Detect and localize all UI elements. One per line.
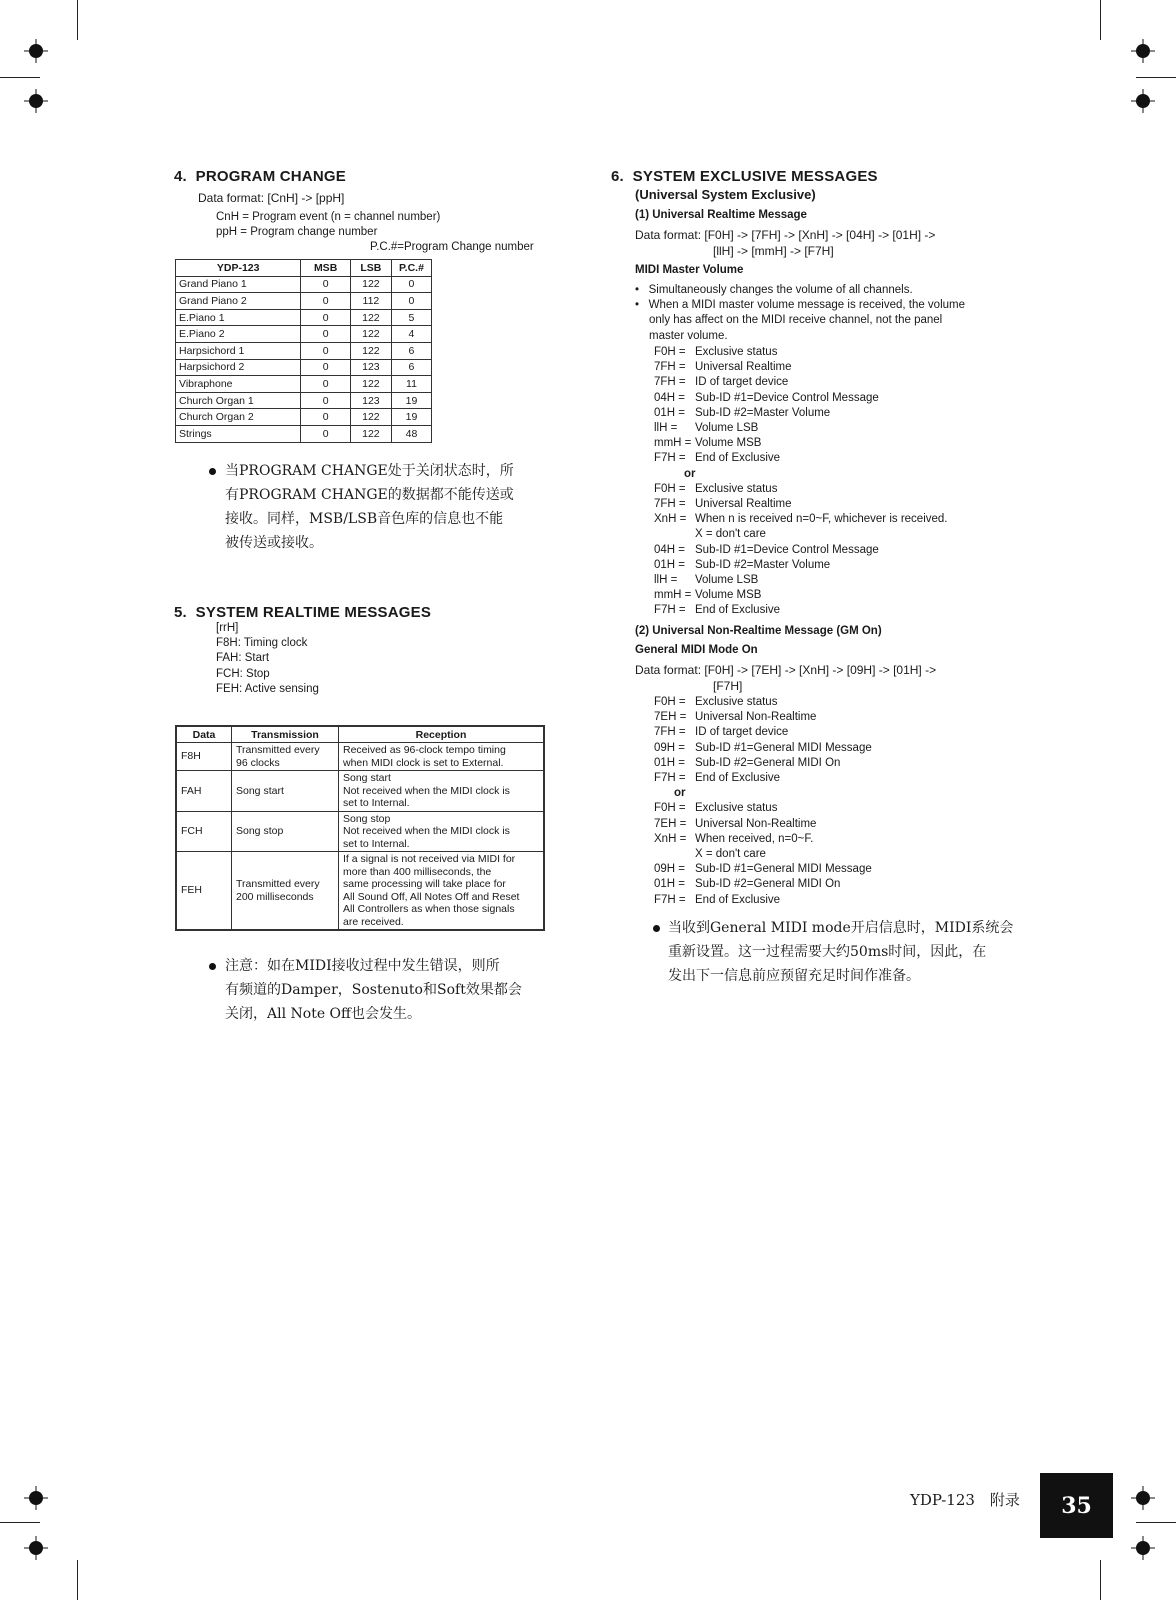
program-change-table	[175, 259, 432, 443]
column-header: LSB	[350, 260, 391, 277]
desc: X = don't care	[695, 528, 766, 541]
msb-value: 0	[301, 409, 351, 426]
non-realtime-message-title: (2) Universal Non-Realtime Message (GM On)	[635, 625, 882, 637]
code: 01H =	[654, 558, 686, 571]
list-item	[654, 573, 947, 588]
table-row	[176, 326, 432, 343]
gm-mode-note	[668, 916, 1013, 988]
crop-mark	[0, 1522, 40, 1523]
note-line: 发出下一信息前应预留充足时间作准备。	[668, 968, 920, 984]
voice-name: Grand Piano 2	[176, 293, 301, 310]
note-line: 注意：如在MIDI接收过程中发生错误，则所	[225, 958, 500, 974]
code: F0H =	[654, 802, 686, 815]
lsb-value: 122	[350, 326, 391, 343]
code: 09H =	[654, 863, 686, 876]
crop-mark	[1100, 1560, 1101, 1600]
lsb-value: 122	[350, 409, 391, 426]
code: 01H =	[654, 878, 686, 891]
list-item	[654, 832, 872, 847]
voice-name: Vibraphone	[176, 376, 301, 393]
code: 7FH =	[654, 498, 686, 511]
cell-line: set to Internal.	[343, 797, 410, 809]
list-item	[654, 391, 947, 406]
list-item	[654, 741, 872, 756]
desc: Volume LSB	[695, 574, 759, 587]
pc-value: 0	[391, 276, 431, 293]
code: F7H =	[654, 604, 686, 617]
list-item	[654, 482, 947, 497]
table-row	[176, 811, 544, 852]
list-item	[654, 877, 872, 892]
lsb-value: 112	[350, 293, 391, 310]
cell-line: set to Internal.	[343, 837, 410, 850]
gm-mode-title: General MIDI Mode On	[635, 644, 758, 656]
reception-cell	[339, 743, 545, 771]
code: 7FH =	[654, 376, 686, 389]
list-item	[654, 360, 947, 375]
desc: ID of target device	[695, 726, 789, 739]
msb-value: 0	[301, 359, 351, 376]
list-item	[654, 451, 947, 466]
desc: Exclusive status	[695, 802, 778, 815]
lsb-value: 122	[350, 309, 391, 326]
bullet-icon	[653, 925, 660, 932]
desc: Sub-ID #1=General MIDI Message	[695, 863, 872, 876]
cell-line: Not received when the MIDI clock is	[343, 784, 510, 797]
list-item	[654, 893, 872, 908]
section-title: PROGRAM CHANGE	[195, 168, 346, 185]
desc: Universal Non-Realtime	[695, 711, 817, 724]
cell-line: Song stop	[236, 825, 284, 837]
msb-value: 0	[301, 309, 351, 326]
section-title: SYSTEM EXCLUSIVE MESSAGES	[632, 168, 878, 185]
list-item-text: master volume.	[649, 329, 728, 342]
code: F0H =	[654, 482, 686, 495]
list-item	[654, 375, 947, 390]
list-item: FAH: Start	[216, 652, 270, 665]
cell-line: 200 milliseconds	[236, 890, 314, 903]
code: F7H =	[654, 893, 686, 906]
cell-line: Song stop	[343, 812, 391, 825]
pc-value: 0	[391, 293, 431, 310]
desc: Volume MSB	[695, 437, 762, 450]
table-header-row	[176, 726, 544, 743]
desc: Exclusive status	[695, 696, 778, 708]
note-line: 有PROGRAM CHANGE的数据都不能传送或	[225, 487, 514, 503]
table-row	[176, 392, 432, 409]
code: llH =	[654, 574, 678, 587]
cell-line: Song start	[343, 772, 391, 784]
reception-cell	[339, 771, 545, 812]
pc-value: 48	[391, 425, 431, 442]
table-row	[176, 342, 432, 359]
list-item-text: only has affect on the MIDI receive channel, not the panel	[649, 314, 943, 327]
transmission-cell	[232, 771, 339, 812]
msb-value: 0	[301, 425, 351, 442]
code: 01H =	[654, 756, 686, 769]
desc: Universal Non-Realtime	[695, 817, 817, 830]
list-item: FEH: Active sensing	[216, 682, 319, 695]
list-item	[654, 345, 947, 360]
table-row	[176, 409, 432, 426]
list-item-text: When a MIDI master volume message is received, the volume	[648, 299, 965, 312]
msb-value: 0	[301, 276, 351, 293]
voice-name: Grand Piano 1	[176, 276, 301, 293]
list-item	[654, 710, 872, 725]
footer-label: YDP-123 附录	[910, 1491, 1020, 1509]
data-format-cont: [F7H]	[713, 679, 743, 693]
table-row	[176, 376, 432, 393]
pc-value: 6	[391, 359, 431, 376]
desc: ID of target device	[695, 376, 789, 389]
section-title: SYSTEM REALTIME MESSAGES	[195, 604, 432, 621]
code: 01H =	[654, 406, 686, 419]
realtime-message-title: (1) Universal Realtime Message	[635, 209, 807, 221]
note-line: 当收到General MIDI mode开启信息时，MIDI系统会	[668, 920, 1014, 936]
master-volume-bullets	[635, 283, 965, 344]
desc: When received, n=0~F.	[695, 832, 814, 845]
list-item	[654, 695, 872, 710]
reception-cell	[339, 811, 545, 852]
pc-value: 4	[391, 326, 431, 343]
lsb-value: 123	[350, 359, 391, 376]
column-header: YDP-123	[176, 260, 301, 277]
cell-line: All Sound Off, All Notes Off and Reset	[343, 890, 520, 903]
cell-line: same processing will take place for	[343, 878, 506, 890]
column-header: Reception	[339, 726, 545, 743]
table-row	[176, 359, 432, 376]
registration-mark-icon	[24, 39, 48, 63]
crop-mark	[77, 1560, 78, 1600]
list-item: F8H: Timing clock	[216, 637, 308, 650]
registration-mark-icon	[1131, 39, 1155, 63]
msb-value: 0	[301, 326, 351, 343]
desc: Sub-ID #1=General MIDI Message	[695, 741, 872, 754]
lsb-value: 122	[350, 342, 391, 359]
pc-value: 11	[391, 376, 431, 393]
code: llH =	[654, 422, 678, 435]
voice-name: E.Piano 2	[176, 326, 301, 343]
voice-name: Harpsichord 2	[176, 359, 301, 376]
desc: Volume LSB	[695, 422, 759, 435]
list-item	[654, 817, 872, 832]
code: F7H =	[654, 772, 686, 785]
lsb-value: 122	[350, 376, 391, 393]
data-cell: FAH	[176, 771, 232, 812]
column-header: P.C.#	[391, 260, 431, 277]
lsb-value: 122	[350, 276, 391, 293]
definition-line: ppH = Program change number	[216, 226, 378, 238]
definition-line: CnH = Program event (n = channel number)	[216, 211, 441, 223]
list-item	[654, 862, 872, 877]
note-line: 有频道的Damper，Sostenuto和Soft效果都会	[225, 982, 522, 998]
desc: End of Exclusive	[695, 893, 781, 906]
master-volume-title: MIDI Master Volume	[635, 264, 744, 276]
list-item	[654, 527, 947, 542]
data-format-cont: [llH] -> [mmH] -> [F7H]	[713, 244, 834, 258]
or-separator: or	[674, 787, 686, 800]
code: 7FH =	[654, 726, 686, 739]
desc: Sub-ID #2=General MIDI On	[695, 756, 841, 769]
msb-value: 0	[301, 376, 351, 393]
table-row	[176, 276, 432, 293]
voice-name: Church Organ 1	[176, 392, 301, 409]
cell-line: Transmitted every	[236, 878, 320, 890]
column-header: Data	[176, 726, 232, 743]
list-item: • Simultaneously changes the volume of all channels.	[635, 284, 913, 296]
desc: Exclusive status	[695, 482, 778, 495]
registration-mark-icon	[1131, 89, 1155, 113]
code: 7EH =	[654, 817, 687, 830]
desc: Sub-ID #1=Device Control Message	[695, 391, 879, 404]
note-line: 当PROGRAM CHANGE处于关闭状态时，所	[225, 463, 514, 479]
reception-cell	[339, 852, 545, 931]
list-item	[654, 497, 947, 512]
lsb-value: 122	[350, 425, 391, 442]
column-header: MSB	[301, 260, 351, 277]
table-header-row	[176, 260, 432, 277]
note-line: 关闭，All Note Off也会发生。	[225, 1006, 421, 1022]
code: 7FH =	[654, 361, 686, 374]
transmission-cell	[232, 811, 339, 852]
cell-line: Not received when the MIDI clock is	[343, 825, 510, 837]
msb-value: 0	[301, 293, 351, 310]
voice-name: Harpsichord 1	[176, 342, 301, 359]
column-header: Transmission	[232, 726, 339, 743]
list-item	[654, 847, 872, 862]
table-row	[176, 309, 432, 326]
section-number: 5.	[174, 604, 187, 621]
data-format: Data format: [F0H] -> [7FH] -> [XnH] -> [04H] -> [01H] ->	[635, 228, 936, 242]
table-row	[176, 743, 544, 771]
code: F0H =	[654, 696, 686, 708]
code: F0H =	[654, 346, 686, 358]
pc-value: 19	[391, 409, 431, 426]
section-subtitle: (Universal System Exclusive)	[635, 187, 816, 202]
crop-mark	[77, 0, 78, 40]
cell-line: more than 400 milliseconds, the	[343, 865, 492, 878]
crop-mark	[0, 77, 40, 78]
pc-note: P.C.#=Program Change number	[370, 241, 534, 253]
section-6-heading	[611, 168, 878, 185]
desc: Sub-ID #2=General MIDI On	[695, 878, 841, 891]
program-change-note	[225, 459, 514, 555]
list-item: FCH: Stop	[216, 667, 270, 680]
desc: Volume MSB	[695, 589, 762, 602]
cell-line: All Controllers as when those signals	[343, 903, 515, 915]
bullet-icon	[209, 963, 216, 970]
code: 09H =	[654, 741, 686, 754]
cell-line: If a signal is not received via MIDI for	[343, 853, 516, 865]
desc: When n is received n=0~F, whichever is received.	[695, 513, 948, 526]
bullet-icon	[209, 468, 216, 475]
msb-value: 0	[301, 392, 351, 409]
list-item	[654, 588, 947, 603]
desc: Sub-ID #2=Master Volume	[695, 406, 831, 419]
list-item	[654, 558, 947, 573]
list-item	[654, 756, 872, 771]
transmission-cell	[232, 743, 339, 771]
pc-value: 19	[391, 392, 431, 409]
code: mmH =	[654, 589, 692, 602]
cell-line: Transmitted every	[236, 744, 320, 756]
note-line: 接收。同样，MSB/LSB音色库的信息也不能	[225, 511, 504, 527]
crop-mark	[1100, 0, 1101, 40]
list-item	[654, 603, 947, 618]
code: F7H =	[654, 452, 686, 465]
voice-name: E.Piano 1	[176, 309, 301, 326]
data-cell: FEH	[176, 852, 232, 931]
data-format: Data format: [CnH] -> [ppH]	[198, 191, 345, 205]
desc: Sub-ID #1=Device Control Message	[695, 543, 879, 556]
lsb-value: 123	[350, 392, 391, 409]
pc-value: 6	[391, 342, 431, 359]
message-list-a	[654, 345, 947, 619]
list-item	[654, 801, 872, 816]
desc: End of Exclusive	[695, 604, 781, 617]
or-separator: or	[684, 467, 696, 480]
desc: Sub-ID #2=Master Volume	[695, 558, 831, 571]
desc: Universal Realtime	[695, 361, 792, 374]
realtime-message-list	[216, 621, 319, 697]
list-item	[654, 436, 947, 451]
list-item	[654, 543, 947, 558]
list-item	[654, 421, 947, 436]
crop-mark	[1136, 1522, 1176, 1523]
list-item	[654, 406, 947, 421]
table-row	[176, 771, 544, 812]
page-number: 35	[1040, 1473, 1113, 1538]
registration-mark-icon	[24, 89, 48, 113]
cell-line: Received as 96-clock tempo timing	[343, 744, 506, 756]
desc: End of Exclusive	[695, 772, 781, 785]
code: 04H =	[654, 391, 686, 404]
cell-line: when MIDI clock is set to External.	[343, 756, 504, 769]
list-item: [rrH]	[216, 622, 239, 634]
desc: Exclusive status	[695, 346, 778, 358]
code: mmH =	[654, 437, 692, 450]
table-row	[176, 852, 544, 931]
registration-mark-icon	[24, 1536, 48, 1560]
desc: X = don't care	[695, 848, 766, 861]
list-item-text: Simultaneously changes the volume of all channels.	[648, 284, 913, 296]
crop-mark	[1136, 77, 1176, 78]
cell-line: Song start	[236, 784, 284, 797]
section-5-heading	[174, 604, 431, 621]
code: 04H =	[654, 543, 686, 556]
registration-mark-icon	[1131, 1486, 1155, 1510]
cell-line: 96 clocks	[236, 756, 280, 769]
registration-mark-icon	[1131, 1536, 1155, 1560]
code: 7EH =	[654, 711, 687, 724]
section-number: 6.	[611, 168, 624, 185]
transmission-cell	[232, 852, 339, 931]
note-line: 重新设置。这一过程需要大约50ms时间，因此，在	[668, 944, 987, 960]
desc: Universal Realtime	[695, 498, 792, 511]
table-row	[176, 293, 432, 310]
voice-name: Strings	[176, 425, 301, 442]
msb-value: 0	[301, 342, 351, 359]
list-item	[654, 512, 947, 527]
data-cell: F8H	[176, 743, 232, 771]
system-realtime-table	[175, 725, 545, 931]
error-note	[225, 954, 522, 1026]
table-row	[176, 425, 432, 442]
section-number: 4.	[174, 168, 187, 185]
message-list-c	[654, 695, 872, 908]
code: XnH =	[654, 513, 687, 526]
data-cell: FCH	[176, 811, 232, 852]
list-item	[654, 725, 872, 740]
list-item	[654, 771, 872, 786]
registration-mark-icon	[24, 1486, 48, 1510]
code: XnH =	[654, 832, 687, 845]
section-4-heading	[174, 168, 346, 185]
voice-name: Church Organ 2	[176, 409, 301, 426]
pc-value: 5	[391, 309, 431, 326]
list-item: • When a MIDI master volume message is received, the volume	[635, 299, 965, 312]
data-format: Data format: [F0H] -> [7EH] -> [XnH] -> [09H] -> [01H] ->	[635, 663, 937, 677]
cell-line: are received.	[343, 915, 404, 928]
note-line: 被传送或接收。	[225, 535, 323, 551]
desc: End of Exclusive	[695, 452, 781, 465]
